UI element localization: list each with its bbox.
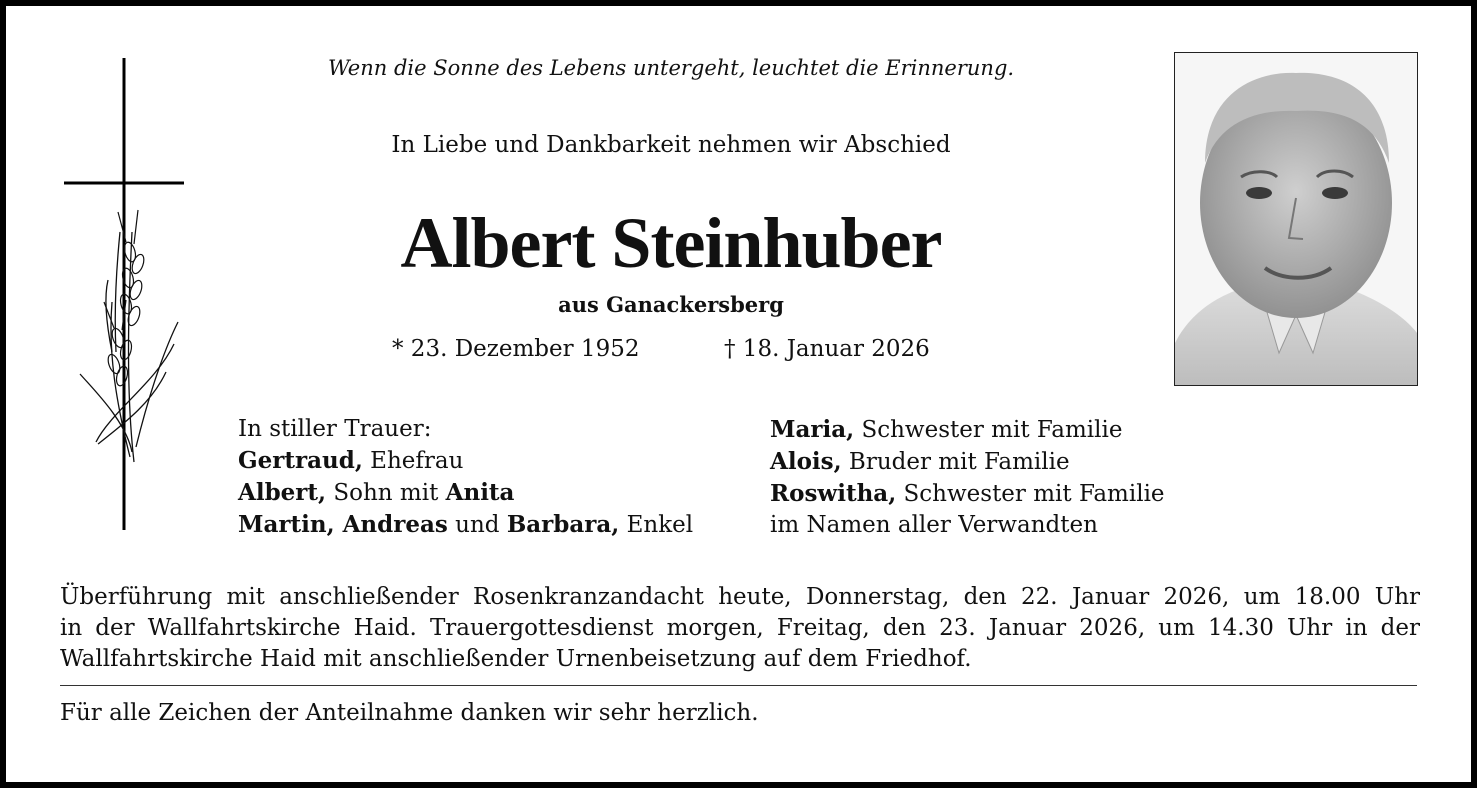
intro-line: In Liebe und Dankbarkeit nehmen wir Abschied [391,132,951,158]
mourner-line-roswitha [770,478,1165,510]
relatives-text: im Namen aller Verwandten [770,512,1098,538]
heading-text: In stiller Trauer: [238,416,432,442]
mourners-right-column [770,414,1165,541]
mourner-name: Anita [445,479,515,506]
divider [60,685,1417,686]
mourner-name: Maria, [770,416,855,443]
mourner-role: Bruder mit Familie [841,449,1070,475]
mourner-role: Sohn mit [326,480,446,506]
mourner-role: Ehefrau [362,448,464,474]
thanks-line: Für alle Zeichen der Anteilnahme danken wir sehr herzlich. [60,700,759,726]
notice-line: in der Wallfahrtskirche Haid. Trauergottesdienst morgen, Freitag, den 23. Januar 2026, um 14.30 Uhr in der [60,615,1420,641]
mourner-role: Schwester mit Familie [854,417,1123,443]
mourner-line-maria [770,414,1165,446]
connector-text: und [447,512,507,538]
mourners-left-column [238,414,693,541]
mourner-line-grandchildren [238,509,693,541]
mourner-line-alois [770,446,1165,478]
mourner-name: Roswitha, [770,480,897,507]
deceased-origin: aus Ganackersberg [558,292,784,317]
mourner-name: Albert, [238,479,327,506]
portrait-illustration [1175,53,1417,385]
mourner-name: Martin, Andreas [238,511,448,538]
mourner-role: Schwester mit Familie [896,481,1165,507]
mourner-role: Enkel [619,512,694,538]
funeral-notice [60,582,1420,675]
mourner-name: Barbara, [506,511,620,538]
mourner-line-albert [238,477,693,509]
mourner-line-gertraud [238,445,693,477]
portrait-photo [1174,52,1418,386]
birth-date: * 23. Dezember 1952 [392,336,640,362]
death-date: † 18. Januar 2026 [724,336,930,362]
notice-line: Überführung mit anschließender Rosenkranzandacht heute, Donnerstag, den 22. Januar 2026, um 18.00 Uhr [60,584,1420,610]
notice-line: Wallfahrtskirche Haid mit anschließender Urnenbeisetzung auf dem Friedhof. [60,646,972,672]
mourners-heading [238,414,693,445]
mourner-line-relatives [770,510,1165,541]
motto-quote: Wenn die Sonne des Lebens untergeht, leuchtet die Erinnerung. [327,56,1015,80]
deceased-name: Albert Steinhuber [400,203,942,283]
mourner-name: Gertraud, [238,447,363,474]
mourner-name: Alois, [770,448,842,475]
